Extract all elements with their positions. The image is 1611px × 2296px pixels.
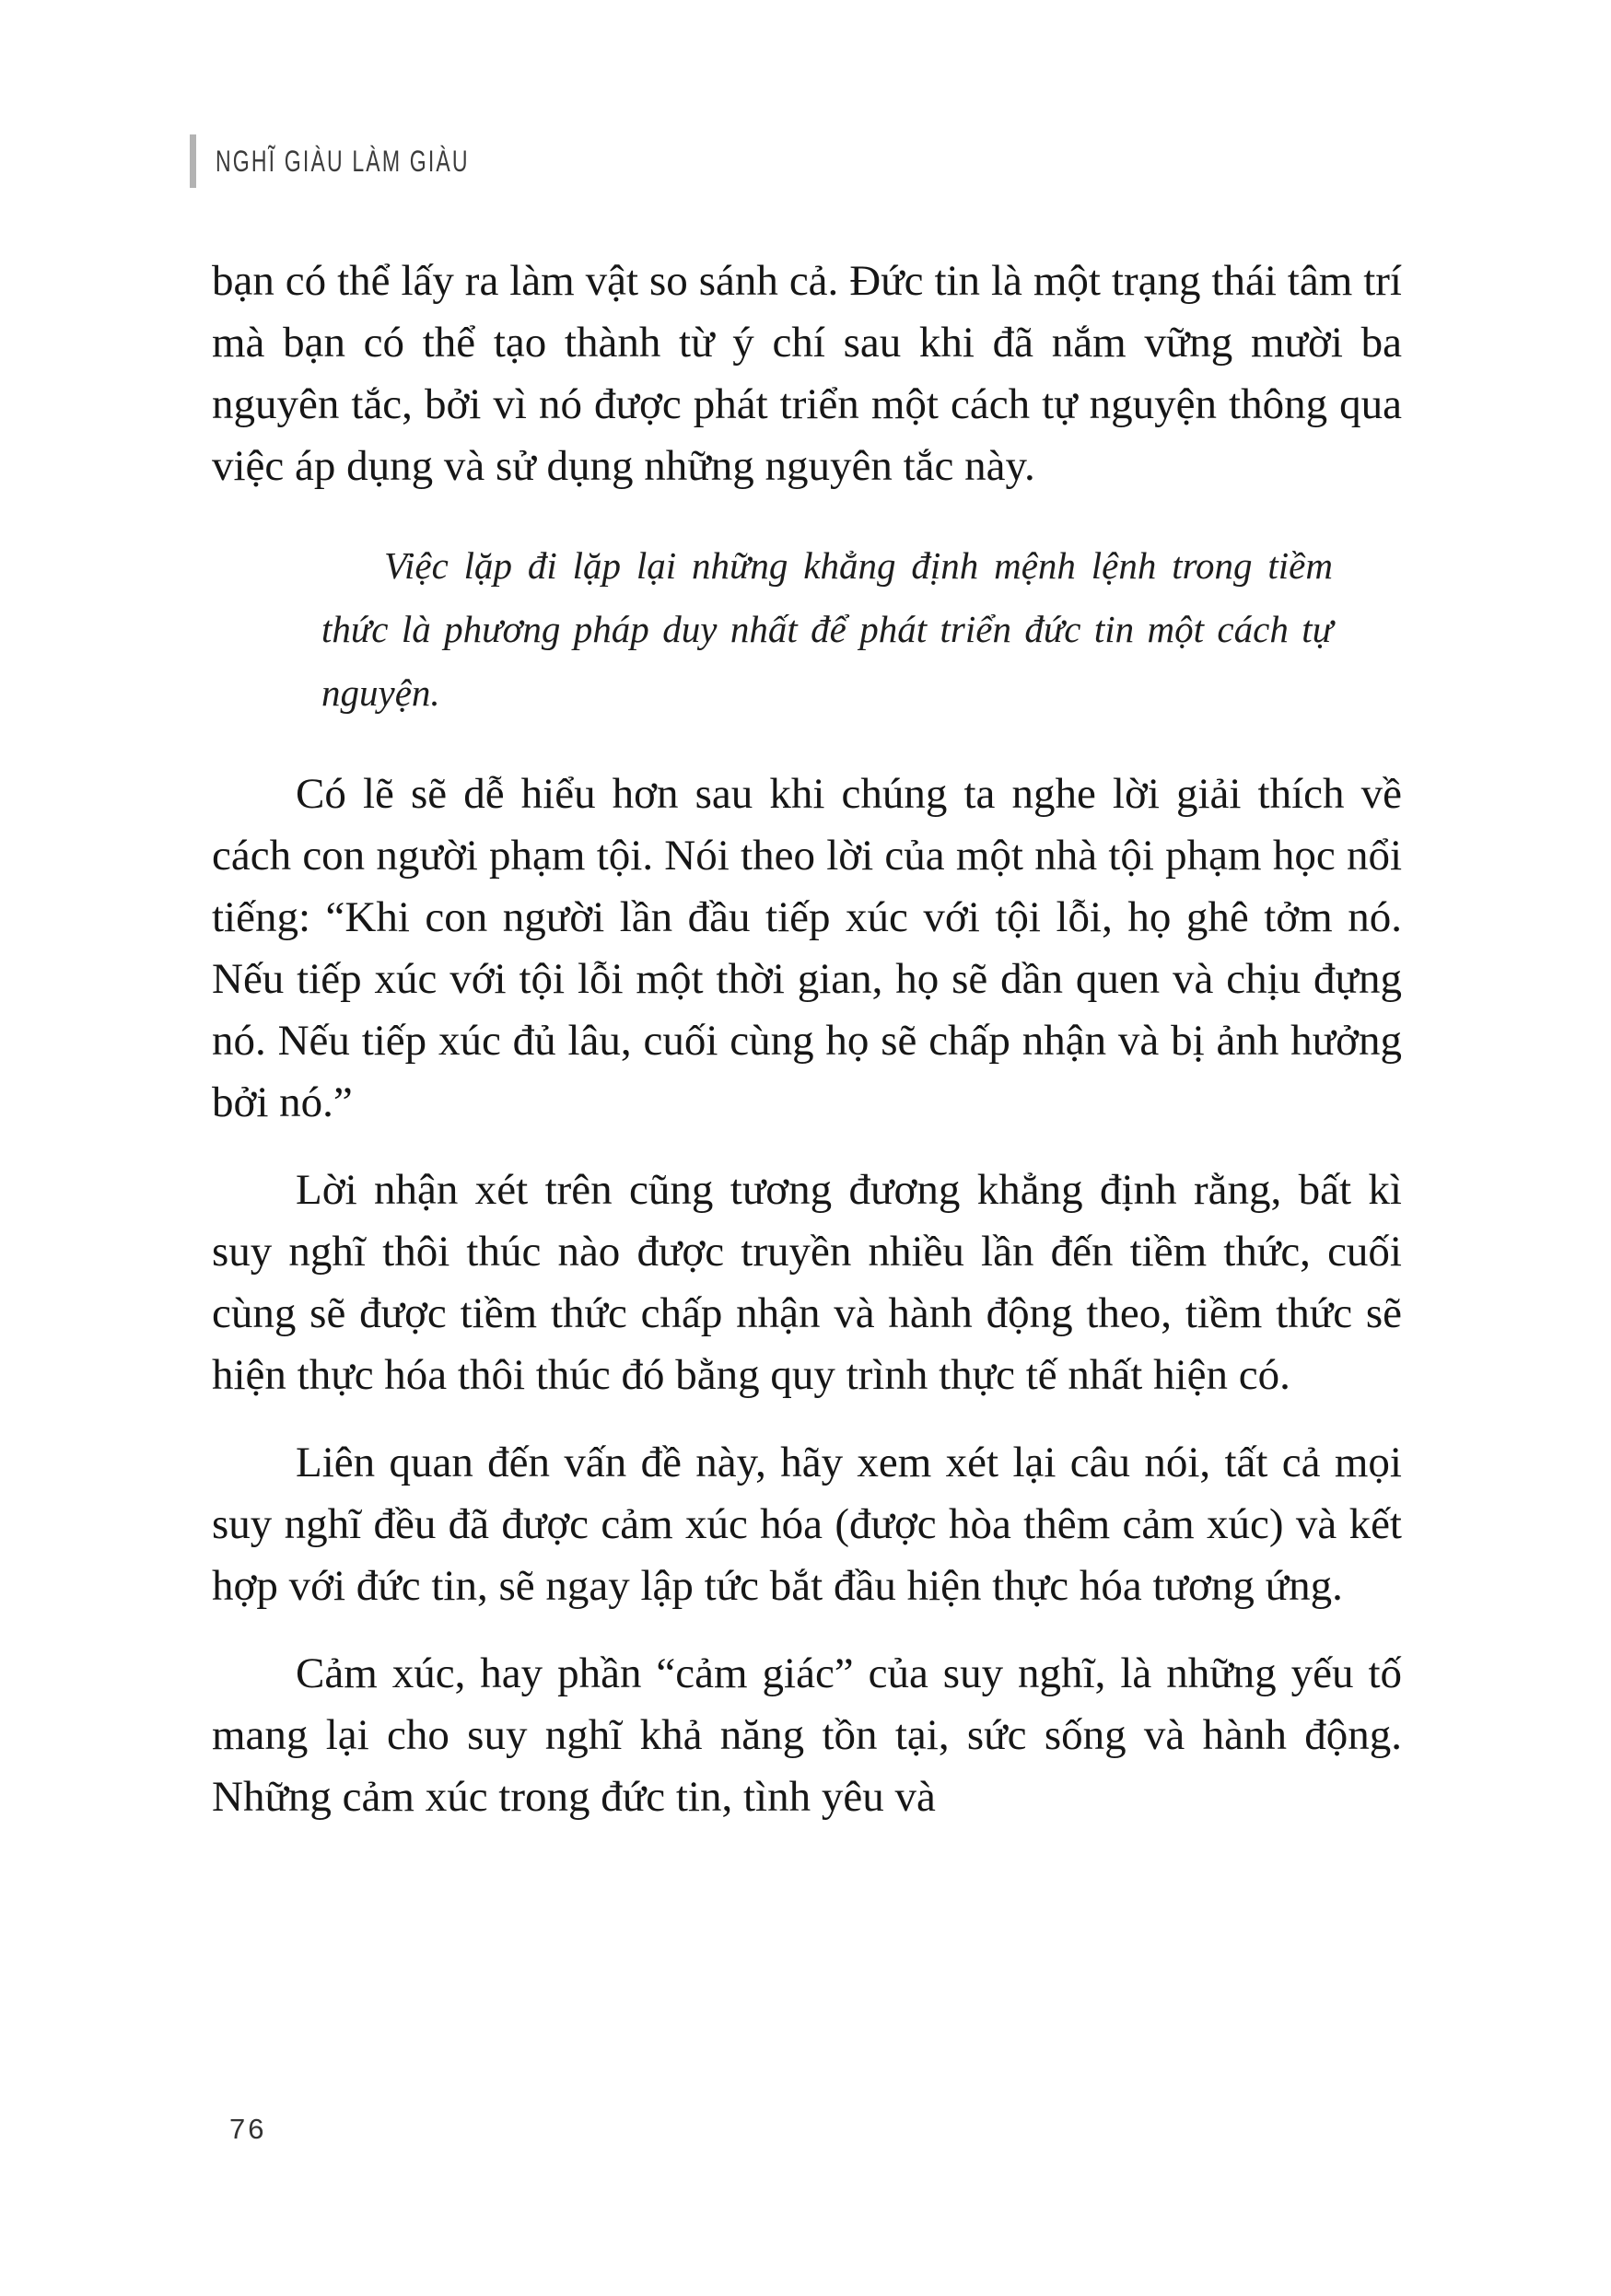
paragraph: Lời nhận xét trên cũng tương đương khẳng định rằng, bất kì suy nghĩ thôi thúc nào được truyền nhiều lần đến tiềm thức, cuối cùng sẽ được tiềm thức chấp nhận và hành động theo, tiềm thức sẽ hiện thực hóa thôi thúc đó bằng quy trình thực tế nhất hiện có. bbox=[212, 1166, 1402, 1399]
book-title: NGHĨ GIÀU LÀM GIÀU bbox=[216, 145, 470, 178]
pull-quote: Việc lặp đi lặp lại những khẳng định mệnh lệnh trong tiềm thức là phương pháp duy nhất để phát triển đức tin một cách tự nguyện. bbox=[321, 544, 1333, 714]
paragraph: Cảm xúc, hay phần “cảm giác” của suy nghĩ, là những yếu tố mang lại cho suy nghĩ khả năng tồn tại, sức sống và hành động. Những cảm xúc trong đức tin, tình yêu và bbox=[212, 1649, 1402, 1821]
page-number: 76 bbox=[229, 2113, 267, 2145]
header-rule bbox=[190, 134, 196, 188]
paragraph: Có lẽ sẽ dễ hiểu hơn sau khi chúng ta nghe lời giải thích về cách con người phạm tội. Nói theo lời của một nhà tội phạm học nổi tiếng: “Khi con người lần đầu tiếp xúc với tội lỗi, họ ghê tởm nó. Nếu tiếp xúc với tội lỗi một thời gian, họ sẽ dần quen và chịu đựng nó. Nếu tiếp xúc đủ lâu, cuối cùng họ sẽ chấp nhận và bị ảnh hưởng bởi nó.” bbox=[212, 770, 1402, 1126]
paragraph-continuation: bạn có thể lấy ra làm vật so sánh cả. Đức tin là một trạng thái tâm trí mà bạn có thể tạo thành từ ý chí sau khi đã nắm vững mười ba nguyên tắc, bởi vì nó được phát triển một cách tự nguyện thông qua việc áp dụng và sử dụng những nguyên tắc này. bbox=[212, 257, 1402, 490]
running-header bbox=[190, 134, 568, 188]
paragraph: Liên quan đến vấn đề này, hãy xem xét lại câu nói, tất cả mọi suy nghĩ đều đã được cảm xúc hóa (được hòa thêm cảm xúc) và kết hợp với đức tin, sẽ ngay lập tức bắt đầu hiện thực hóa tương ứng. bbox=[212, 1439, 1402, 1610]
page-body bbox=[212, 251, 1402, 1854]
